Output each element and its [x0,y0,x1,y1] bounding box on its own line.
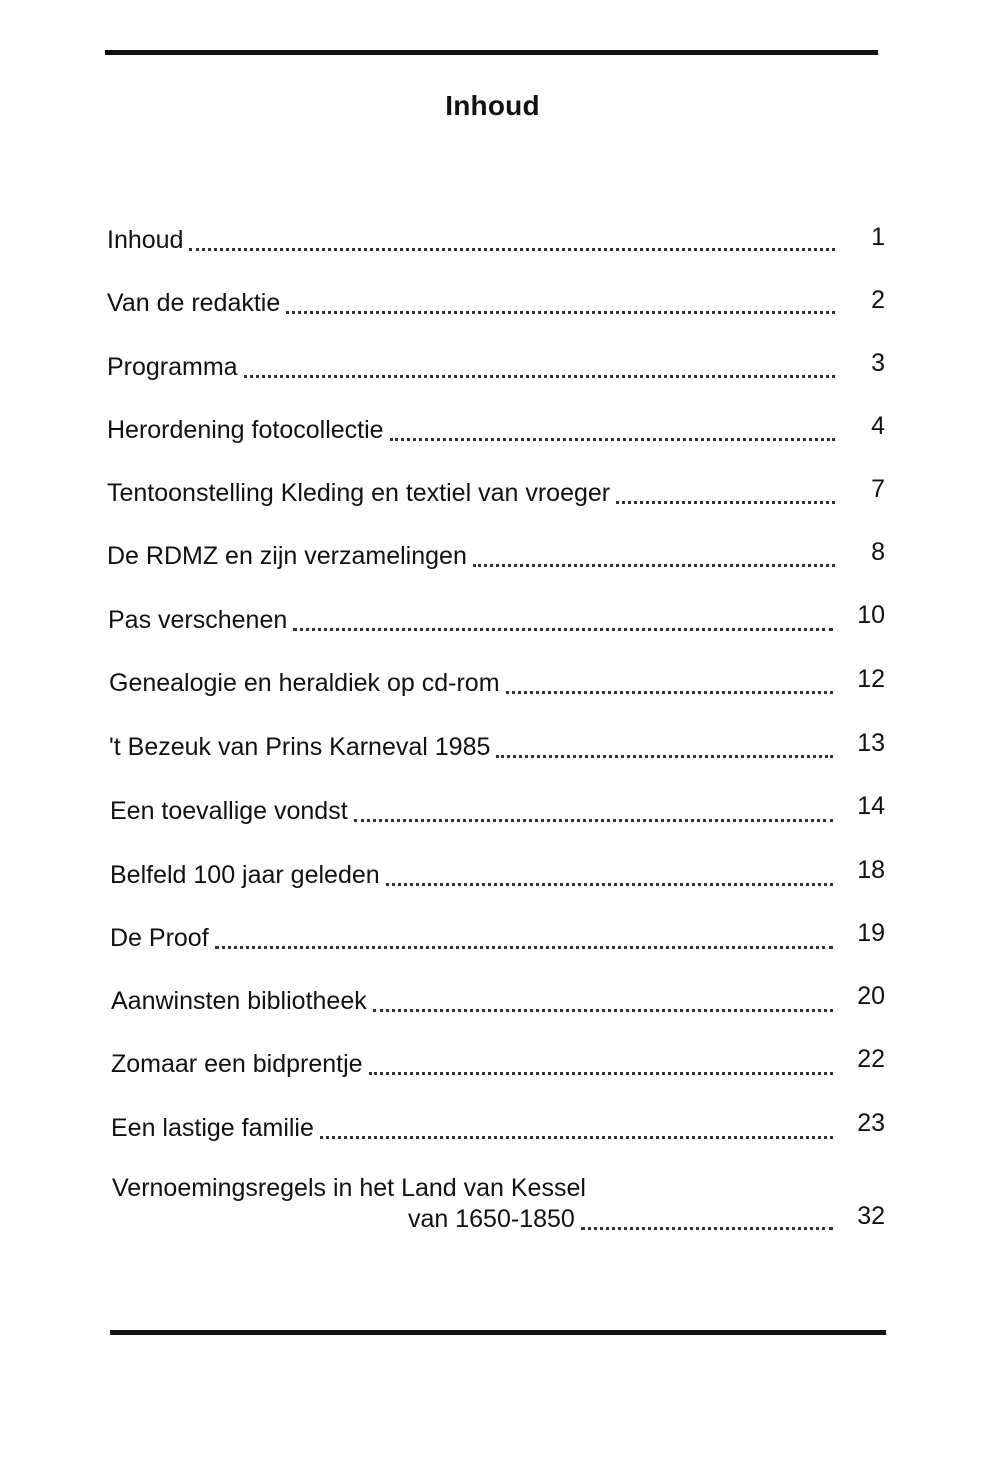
toc-entry-page: 8 [871,538,885,566]
toc-entry-label: De RDMZ en zijn verzamelingen [107,542,467,570]
toc-entry [107,288,837,318]
toc-entry-page: 13 [857,729,885,757]
toc-entry-label: Herordening fotocollectie [107,416,384,444]
top-rule [105,50,878,55]
toc-entry [109,732,835,762]
toc-entry-label: Een lastige familie [111,1114,314,1142]
toc-entry-label: 't Bezeuk van Prins Karneval 1985 [109,733,491,761]
toc-entry-page: 1 [871,223,885,251]
toc-leader-dots [354,819,833,822]
toc-entry-label: Inhoud [107,226,184,254]
toc-leader-dots [506,691,833,694]
toc-entry [110,796,835,826]
toc-entry-page: 7 [871,475,885,503]
toc-entry [107,478,837,508]
toc-entry-label: Genealogie en heraldiek op cd-rom [109,669,500,697]
toc-entry-page: 20 [857,982,885,1010]
toc-entry [111,986,835,1016]
toc-entry [110,923,835,953]
toc-entry-label: Programma [107,353,238,381]
page-title: Inhoud [445,90,540,121]
toc-entry [107,541,837,571]
toc-entry [109,668,835,698]
bottom-rule [110,1330,886,1335]
toc-leader-dots [293,628,833,631]
toc-entry-label: Tentoonstelling Kleding en textiel van vroeger [107,479,611,507]
toc-leader-dots [320,1136,833,1139]
toc-entry-page: 32 [857,1202,885,1230]
toc-entry-label: De Proof [110,924,209,952]
toc-leader-dots [244,375,835,378]
toc-entry [111,1113,835,1143]
toc-entry-label-continued: van 1650-1850 [408,1205,575,1233]
toc-entry-label: Een toevallige vondst [110,797,348,825]
toc-leader-dots [390,438,835,441]
toc-entry [110,860,835,890]
toc-leader-dots [215,946,833,949]
toc-entry [408,1204,835,1234]
toc-entry-label: Vernoemingsregels in het Land van Kessel [112,1174,586,1202]
toc-entry [107,415,837,445]
toc-entry-page: 3 [871,349,885,377]
toc-leader-dots [496,755,833,758]
toc-entry-label: Van de redaktie [107,289,281,317]
toc-entry-page: 4 [871,412,885,440]
toc-entry-page: 23 [857,1109,885,1137]
toc-leader-dots [189,248,835,251]
toc-entry-page: 10 [857,601,885,629]
toc-entry-label: Belfeld 100 jaar geleden [110,861,380,889]
toc-entry-page: 18 [857,856,885,884]
toc-entry-page: 2 [871,286,885,314]
toc-leader-dots [386,883,833,886]
toc-leader-dots [616,501,835,504]
toc-leader-dots [369,1072,833,1075]
toc-entry-label: Aanwinsten bibliotheek [111,987,367,1015]
toc-entry-label: Zomaar een bidprentje [111,1050,363,1078]
toc-entry [107,225,837,255]
toc-entry-label: Pas verschenen [108,606,288,634]
toc-leader-dots [581,1227,833,1230]
toc-leader-dots [286,311,835,314]
toc-leader-dots [373,1009,833,1012]
toc-leader-dots [473,564,835,567]
toc-entry [108,605,835,635]
toc-entry-page: 12 [857,665,885,693]
toc-entry-page: 19 [857,919,885,947]
toc-entry-page: 14 [857,792,885,820]
toc-entry [107,352,837,382]
toc-entry-page: 22 [857,1045,885,1073]
toc-entry [111,1049,835,1079]
